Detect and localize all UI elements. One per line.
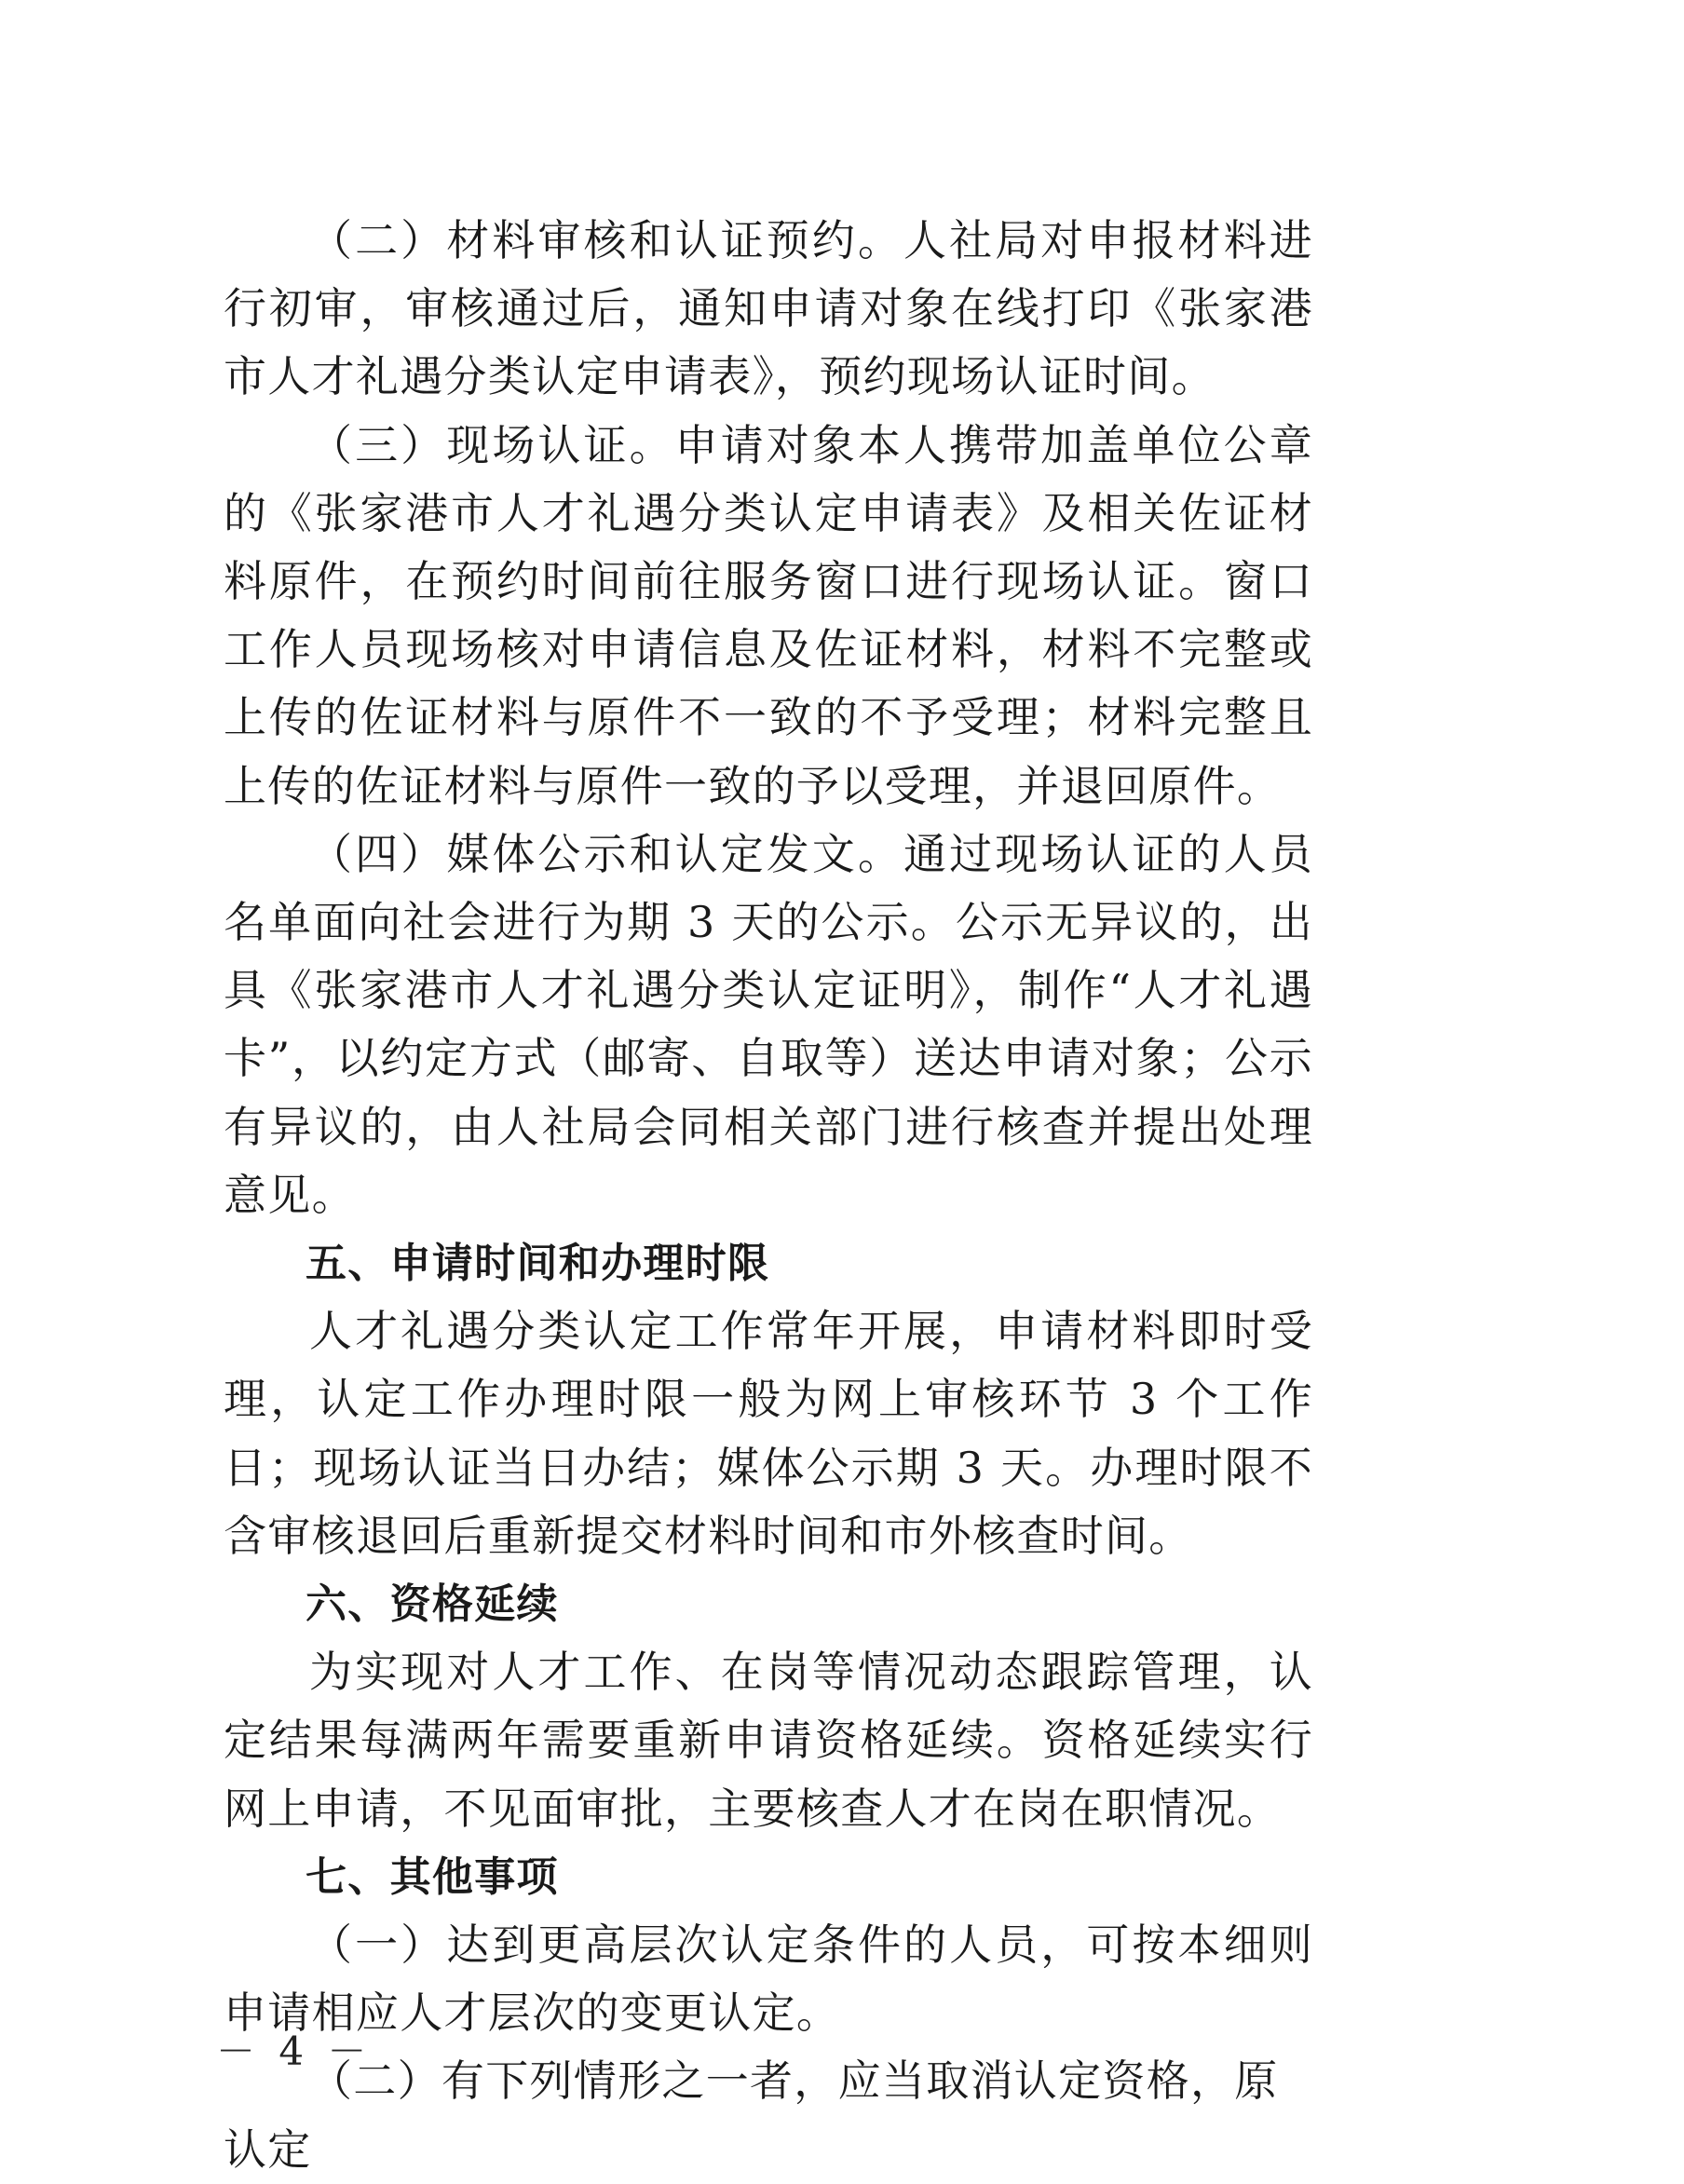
paragraph-other-matters-1: （一）达到更高层次认定条件的人员，可按本细则申请相应人才层次的变更认定。	[224, 1919, 1313, 2039]
page-number: － 4 －	[216, 2028, 373, 2074]
paragraph-qualification-renewal: 为实现对人才工作、在岗等情况动态跟踪管理，认定结果每满两年需要重新申请资格延续。资格延续实行网上申请，不见面审批，主要核查人才在岗在职情况。	[224, 1647, 1313, 1834]
paragraph-media-publicity: （四）媒体公示和认定发文。通过现场认证的人员名单面向社会进行为期 3 天的公示。公示无异议的，出具《张家港市人才礼遇分类认定证明》，制作“人才礼遇卡”，以约定方式（邮寄、自取等）送达申请对象；公示有异议的，由人社局会同相关部门进行核查并提出处理意见。	[224, 828, 1313, 1220]
paragraph-onsite-certification: （三）现场认证。申请对象本人携带加盖单位公章的《张家港市人才礼遇分类认定申请表》及相关佐证材料原件，在预约时间前往服务窗口进行现场认证。窗口工作人员现场核对申请信息及佐证材料，材料不完整或上传的佐证材料与原件不一致的不予受理；材料完整且上传的佐证材料与原件一致的予以受理，并退回原件。	[224, 419, 1313, 811]
paragraph-material-review: （二）材料审核和认证预约。人社局对申报材料进行初审，审核通过后，通知申请对象在线打印《张家港市人才礼遇分类认定申请表》，预约现场认证时间。	[224, 215, 1313, 402]
section-heading-qualification-renewal: 六、资格延续	[306, 1580, 559, 1629]
section-heading-application-time: 五、申请时间和办理时限	[306, 1240, 770, 1288]
paragraph-application-time: 人才礼遇分类认定工作常年开展，申请材料即时受理，认定工作办理时限一般为网上审核环节 3 个工作日；现场认证当日办结；媒体公示期 3 天。办理时限不含审核退回后重新提交材料时间和市外核查时间。	[224, 1306, 1313, 1561]
section-heading-other-matters: 七、其他事项	[306, 1852, 559, 1901]
document-body	[224, 207, 1313, 2184]
paragraph-other-matters-2: （二）有下列情形之一者，应当取消认定资格，原认定	[224, 2055, 1279, 2175]
